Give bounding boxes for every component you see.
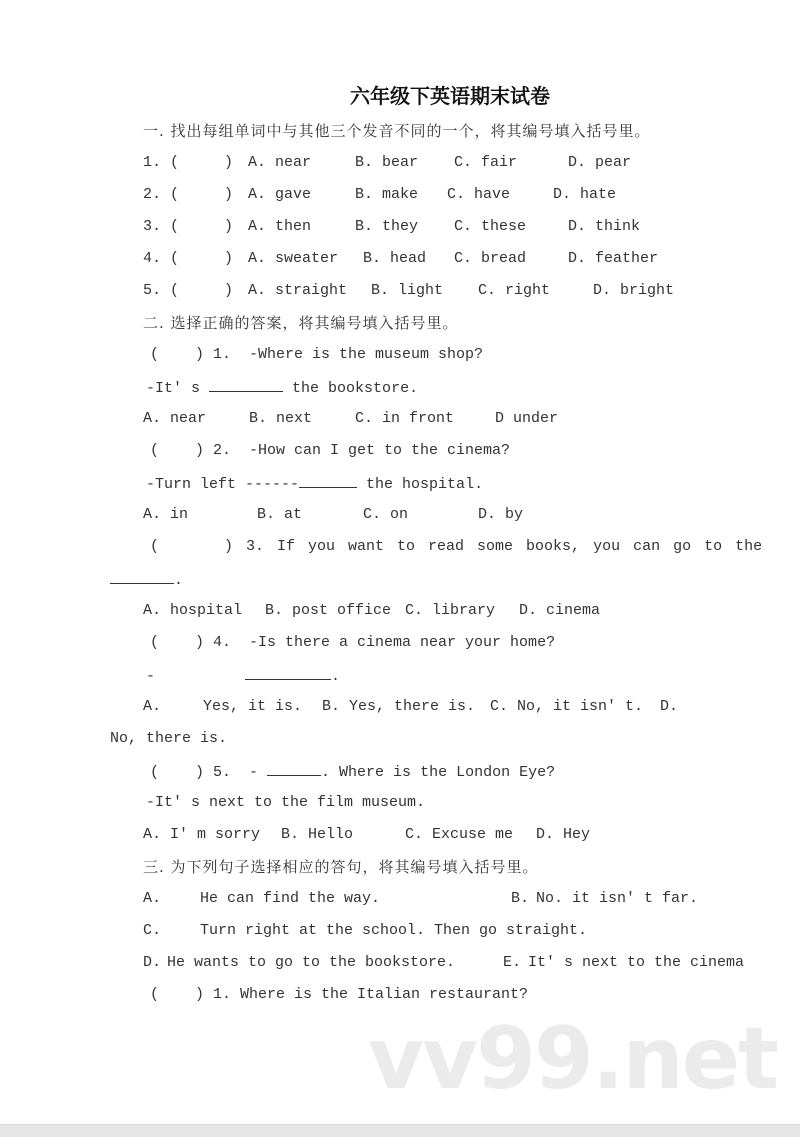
option-c: C. have bbox=[447, 186, 511, 203]
option-a: A. straight bbox=[248, 282, 348, 299]
option-d: D. hate bbox=[553, 186, 617, 203]
option-c: C. on bbox=[363, 506, 409, 523]
answer-label: C. bbox=[143, 922, 162, 939]
fill-blank bbox=[267, 761, 321, 776]
section1-heading: 一. 找出每组单词中与其他三个发音不同的一个，将其编号填入括号里。 bbox=[143, 122, 651, 140]
answer-suffix: the bookstore. bbox=[292, 380, 419, 397]
answer-line bbox=[110, 569, 183, 591]
answer-text: Turn right at the school. Then go straight. bbox=[200, 922, 588, 939]
item-number: 1. ( ) bbox=[143, 154, 234, 171]
answer-text: He wants to go to the bookstore. bbox=[167, 954, 456, 971]
section3-heading: 三. 为下列句子选择相应的答句，将其编号填入括号里。 bbox=[143, 858, 539, 876]
option-b: B. post office bbox=[265, 602, 392, 619]
option-d: D. cinema bbox=[519, 602, 601, 619]
option-b: B. bear bbox=[355, 154, 419, 171]
option-c: C. Excuse me bbox=[405, 826, 514, 843]
option-d: D. Hey bbox=[536, 826, 591, 843]
fill-blank bbox=[245, 665, 331, 680]
question-1: ( ) 1. -Where is the museum shop? bbox=[150, 346, 484, 363]
option-c: C. library bbox=[405, 602, 496, 619]
option-d: D under bbox=[495, 410, 559, 427]
option-d-label: D. bbox=[660, 698, 679, 715]
option-a: A. gave bbox=[248, 186, 312, 203]
answer-label: D. bbox=[143, 954, 162, 971]
answer-prefix: -Turn left ------ bbox=[146, 476, 300, 493]
option-b: B. make bbox=[355, 186, 419, 203]
page-title: 六年级下英语期末试卷 bbox=[350, 84, 550, 108]
item-number: 4. ( ) bbox=[143, 250, 234, 267]
option-a: A. then bbox=[248, 218, 312, 235]
period: . bbox=[174, 572, 184, 589]
answer-line bbox=[146, 377, 418, 399]
period: . bbox=[331, 668, 341, 685]
question-prefix: ( ) 5. - bbox=[150, 764, 259, 781]
option-a: A. sweater bbox=[248, 250, 339, 267]
answer-label: A. bbox=[143, 890, 162, 907]
question-1: ( ) 1. Where is the Italian restaurant? bbox=[150, 986, 529, 1003]
watermark: vv99.net bbox=[368, 1009, 778, 1109]
option-c: C. No, it isn' t. bbox=[490, 698, 644, 715]
answer-text: It' s next to the cinema bbox=[528, 954, 745, 971]
option-c: C. right bbox=[478, 282, 551, 299]
option-b: B. at bbox=[257, 506, 303, 523]
option-b: B. they bbox=[355, 218, 419, 235]
answer-text: No. it isn' t far. bbox=[536, 890, 699, 907]
option-d: No, there is. bbox=[110, 730, 228, 747]
option-a: A. I' m sorry bbox=[143, 826, 261, 843]
item-number: 5. ( ) bbox=[143, 282, 234, 299]
fill-blank bbox=[209, 377, 283, 392]
question-2: ( ) 2. -How can I get to the cinema? bbox=[150, 442, 511, 459]
question-5 bbox=[150, 761, 555, 783]
option-a-label: A. bbox=[143, 698, 162, 715]
option-a: A. near bbox=[248, 154, 312, 171]
answer-line bbox=[146, 665, 340, 687]
question-4: ( ) 4. -Is there a cinema near your home? bbox=[150, 634, 556, 651]
answer-line bbox=[146, 473, 483, 495]
option-b: B. next bbox=[249, 410, 313, 427]
question-text: . Where is the London Eye? bbox=[321, 764, 556, 781]
answer-label: E. bbox=[503, 954, 522, 971]
option-d: D. think bbox=[568, 218, 641, 235]
item-number: 2. ( ) bbox=[143, 186, 234, 203]
answer-line: -It' s next to the film museum. bbox=[146, 794, 426, 811]
answer-prefix: -It' s bbox=[146, 380, 201, 397]
option-d: D. by bbox=[478, 506, 524, 523]
option-a: A. near bbox=[143, 410, 207, 427]
option-d: D. pear bbox=[568, 154, 632, 171]
option-b: B. Hello bbox=[281, 826, 354, 843]
item-number: 3. ( ) bbox=[143, 218, 234, 235]
option-b: B. head bbox=[363, 250, 427, 267]
fill-blank bbox=[110, 569, 174, 584]
option-a: A. in bbox=[143, 506, 189, 523]
option-d: D. bright bbox=[593, 282, 675, 299]
page-bottom-edge bbox=[0, 1124, 800, 1137]
answer-text: He can find the way. bbox=[200, 890, 381, 907]
answer-label: B. bbox=[511, 890, 530, 907]
option-c: C. in front bbox=[355, 410, 455, 427]
option-c: C. fair bbox=[454, 154, 518, 171]
question-3: ( ) 3. If you want to read some books, you can go to the bbox=[150, 538, 763, 555]
option-b: B. light bbox=[371, 282, 444, 299]
fill-blank bbox=[299, 473, 357, 488]
option-a: Yes, it is. bbox=[203, 698, 303, 715]
option-b: B. Yes, there is. bbox=[322, 698, 476, 715]
option-a: A. hospital bbox=[143, 602, 243, 619]
answer-suffix: the hospital. bbox=[366, 476, 484, 493]
option-c: C. these bbox=[454, 218, 527, 235]
option-c: C. bread bbox=[454, 250, 527, 267]
section2-heading: 二. 选择正确的答案，将其编号填入括号里。 bbox=[143, 314, 459, 332]
option-d: D. feather bbox=[568, 250, 659, 267]
answer-prefix: - bbox=[146, 668, 156, 685]
